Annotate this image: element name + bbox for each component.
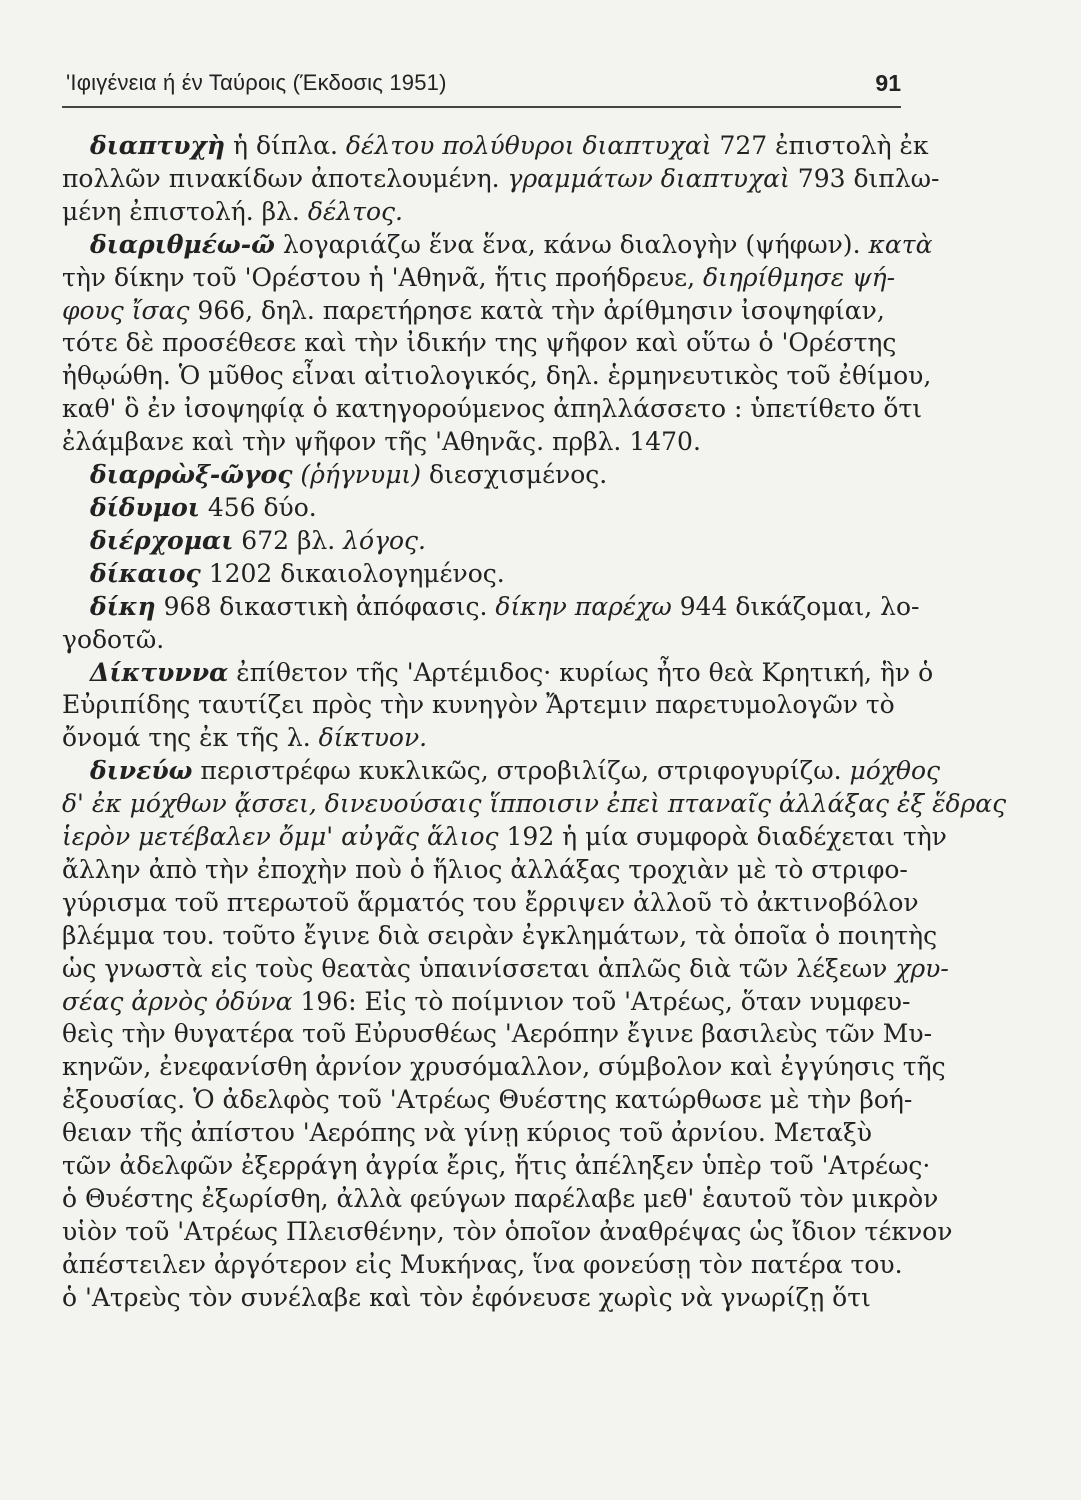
text-line: θεὶς τὴν θυγατέρα τοῦ Εὐρυσθέως 'Αερόπην ἔγινε βασιλεὺς τῶν Μυ- [62, 1019, 933, 1049]
text-line: δίδυμοι 456 δύο. [90, 492, 317, 522]
quotation: γραμμάτων διαπτυχαὶ [507, 163, 790, 193]
glossary-entry [62, 558, 1008, 591]
text-line: βλέμμα του. τοῦτο ἔγινε διὰ σειρὰν ἐγκλημάτων, τὰ ὁποῖα ὁ ποιητὴς [62, 920, 938, 950]
entry-headword: δίκαιος [90, 558, 201, 588]
text-line: δ' ἐκ μόχθων ᾄσσει, δινευούσαις ἵπποισιν ἐπεὶ πταναῖς ἀλλάξας ἐξ ἕδρας [62, 789, 1007, 819]
text-line: ἠθῳώθη. Ὁ μῦθος εἶναι αἰτιολογικός, δηλ. ἑρμηνευτικὸς τοῦ ἐθίμου, [62, 361, 932, 391]
entry-headword: δινεύω [90, 756, 193, 786]
quotation: σέας ἀρνὸς ὀδύνα [62, 986, 293, 1016]
glossary-entry [62, 525, 1008, 558]
text-line: τὴν δίκην τοῦ 'Ορέστου ἡ 'Αθηνᾶ, ἥτις προήδρευε, διηρίθμησε ψή- [62, 262, 896, 292]
text-line: πολλῶν πινακίδων ἀποτελουμένη. γραμμάτων διαπτυχαὶ 793 διπλω- [62, 163, 940, 193]
quotation: φους ἴσας [62, 295, 190, 325]
text-line: ἐξουσίας. Ὁ ἀδελφὸς τοῦ 'Ατρέως Θυέστης κατώρθωσε μὲ τὴν βοή- [62, 1085, 913, 1115]
cross-reference: λόγος. [343, 525, 427, 555]
entry-headword: διαρρὼξ-ῶγος [90, 460, 293, 490]
text-line: καθ' ὃ ἐν ἰσοψηφίᾳ ὁ κατηγορούμενος ἀπηλλάσσετο : ὑπετίθετο ὅτι [62, 394, 923, 424]
entry-headword: δίδυμοι [90, 492, 200, 522]
text-line: ὁ Θυέστης ἐξωρίσθη, ἀλλὰ φεύγων παρέλαβε μεθ' ἑαυτοῦ τὸν μικρὸν [62, 1184, 939, 1213]
etymology: (ῥήγνυμι) [300, 460, 421, 490]
glossary-entry [62, 591, 1008, 657]
text-line: ἐλάμβανε καὶ τὴν ψῆφον τῆς 'Αθηνᾶς. πρβλ. 1470. [62, 427, 701, 457]
cross-reference: δέλτος. [307, 196, 403, 226]
glossary-entry [62, 229, 1008, 459]
glossary-entry [62, 130, 1008, 229]
text-line: δινεύω περιστρέφω κυκλικῶς, στροβιλίζω, στριφογυρίζω. μόχθος [90, 756, 941, 786]
quotation: ἱερὸν μετέβαλεν ὄμμ' αὐγᾶς ἅλιος [62, 822, 499, 852]
text-line: ἀπέστειλεν ἀργότερον εἰς Μυκήνας, ἵνα φονεύσῃ τὸν πατέρα του. [62, 1249, 903, 1279]
text-line: μένη ἐπιστολή. βλ. δέλτος. [62, 196, 403, 226]
quotation: διηρίθμησε ψή- [703, 262, 896, 292]
text-line: ὡς γνωστὰ εἰς τοὺς θεατὰς ὑπαινίσσεται ἁπλῶς διὰ τῶν λέξεων χρυ- [62, 953, 949, 983]
text-line: ὄνομά της ἐκ τῆς λ. δίκτυον. [62, 723, 428, 753]
text-line: σέας ἀρνὸς ὀδύνα 196: Εἰς τὸ ποίμνιον τοῦ 'Ατρέως, ὅταν νυμφευ- [62, 986, 911, 1016]
text-line: διαρρὼξ-ῶγος (ῥήγνυμι) διεσχισμένος. [90, 460, 608, 490]
text-line: τῶν ἀδελφῶν ἐξερράγη ἀγρία ἔρις, ἥτις ἀπέληξεν ὑπὲρ τοῦ 'Ατρέως· [62, 1151, 931, 1181]
quotation: μόχθος [849, 756, 941, 786]
page-number: 91 [875, 70, 901, 96]
running-title: 'Ιφιγένεια ή έν Ταύροις (Έκδοσις 1951) [66, 70, 447, 95]
text-line: ἄλλην ἀπὸ τὴν ἐποχὴν ποὺ ὁ ἥλιος ἀλλάξας τροχιὰν μὲ τὸ στριφο- [62, 854, 908, 884]
entry-headword: δίκη [90, 591, 156, 621]
glossary-entry [62, 459, 1008, 492]
quotation: χρυ- [895, 953, 949, 983]
text-line: γύρισμα τοῦ πτερωτοῦ ἅρματός του ἔρριψεν ἀλλοῦ τὸ ἀκτινοβόλον [62, 887, 919, 917]
entry-headword: διαπτυχὴ [90, 131, 226, 160]
text-line: κηνῶν, ἐνεφανίσθη ἀρνίον χρυσόμαλλον, σύμβολον καὶ ἐγγύησις τῆς [62, 1052, 946, 1082]
running-header [62, 66, 901, 108]
text-line: Δίκτυννα ἐπίθετον τῆς 'Αρτέμιδος· κυρίως ἦτο θεὰ Κρητική, ἣν ὁ [90, 657, 934, 687]
text-line: διέρχομαι 672 βλ. λόγος. [90, 525, 427, 555]
glossary-entry [62, 657, 1008, 756]
text-line: ὁ 'Ατρεὺς τὸν συνέλαβε καὶ τὸν ἐφόνευσε χωρὶς νὰ γνωρίζῃ ὅτι [62, 1282, 871, 1312]
cross-reference: δίκτυον. [318, 723, 428, 753]
glossary-entry [62, 755, 1008, 1314]
entry-headword: διέρχομαι [90, 525, 234, 555]
text-line: τότε δὲ προσέθεσε καὶ τὴν ἰδικήν της ψῆφον καὶ οὕτω ὁ 'Ορέστης [62, 328, 897, 358]
text-line: υἱὸν τοῦ 'Ατρέως Πλεισθένην, τὸν ὁποῖον ἀναθρέψας ὡς ἴδιον τέκνον [62, 1216, 953, 1246]
text-line: δίκαιος 1202 δικαιολογημένος. [90, 558, 505, 588]
quotation: δίκην παρέχω [495, 591, 672, 621]
text-line: διαριθμέω-ῶ λογαριάζω ἕνα ἕνα, κάνω διαλογὴν (ψήφων). κατὰ [90, 229, 933, 259]
text-line: θειαν τῆς ἀπίστου 'Αερόπης νὰ γίνῃ κύριος τοῦ ἀρνίου. Μεταξὺ [62, 1118, 872, 1148]
glossary-entry [62, 492, 1008, 525]
text-line: φους ἴσας 966, δηλ. παρετήρησε κατὰ τὴν ἀρίθμησιν ἰσοψηφίαν, [62, 295, 885, 325]
text-line: γοδοτῶ. [62, 624, 165, 654]
entry-headword: διαριθμέω-ῶ [90, 229, 275, 259]
entry-headword: Δίκτυννα [90, 657, 229, 687]
text-line: δίκη 968 δικαστικὴ ἀπόφασις. δίκην παρέχω 944 δικάζομαι, λο- [90, 591, 920, 621]
quotation: δέλτου πολύθυροι διαπτυχαὶ [345, 131, 712, 160]
glossary-body [62, 130, 1008, 1315]
text-line: Εὐριπίδης ταυτίζει πρὸς τὴν κυνηγὸν Ἄρτεμιν παρετυμολογῶν τὸ [62, 690, 895, 720]
text-line: διαπτυχὴ ἡ δίπλα. δέλτου πολύθυροι διαπτυχαὶ 727 ἐπιστολὴ ἐκ [90, 131, 929, 160]
text-line: ἱερὸν μετέβαλεν ὄμμ' αὐγᾶς ἅλιος 192 ἡ μία συμφορὰ διαδέχεται τὴν [62, 822, 947, 852]
